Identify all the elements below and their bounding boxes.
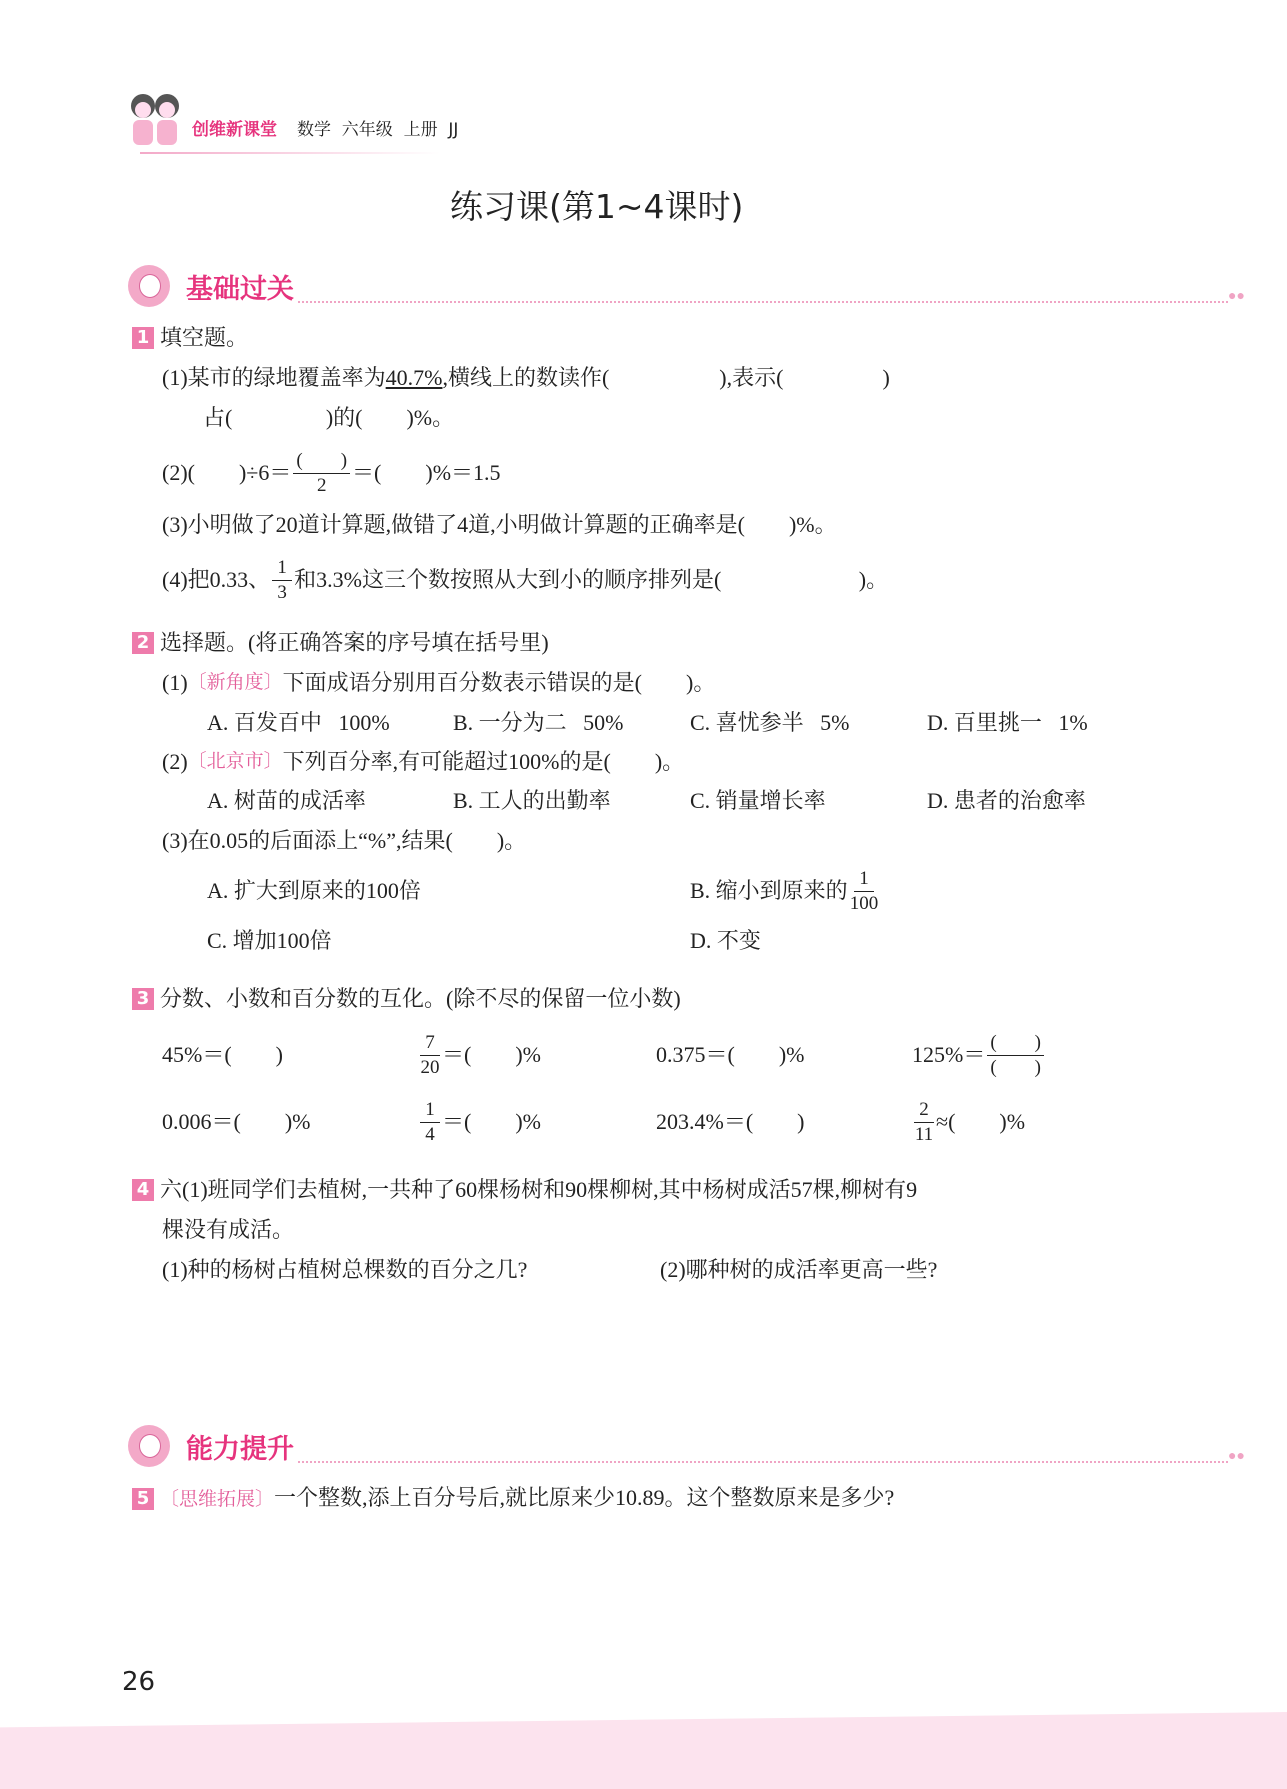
denominator: 20	[420, 1056, 440, 1078]
section-title: 基础过关	[186, 274, 294, 305]
section-mascot-icon	[128, 1425, 170, 1467]
q4-line2: 棵没有成活。	[162, 1217, 295, 1242]
text: 125%＝	[912, 1042, 986, 1067]
question-number: 4	[132, 1179, 154, 1201]
fraction	[293, 449, 350, 498]
denominator: 3	[277, 581, 287, 603]
header-rule	[140, 152, 440, 154]
text: (4)把0.33、	[162, 567, 271, 592]
numerator: 1	[272, 556, 292, 581]
page-number: 26	[122, 1667, 156, 1697]
question-text: 分数、小数和百分数的互化。(除不尽的保留一位小数)	[160, 986, 681, 1011]
text: (2)( )÷6＝	[162, 460, 292, 485]
text: ＝( )%＝1.5	[352, 460, 501, 485]
option-a: A. 树苗的成活率	[207, 788, 366, 813]
text: (2)	[162, 749, 188, 774]
tag: 〔新角度〕	[187, 672, 283, 693]
question-text: 选择题。(将正确答案的序号填在括号里)	[160, 630, 549, 655]
denominator: ( )	[990, 1056, 1041, 1078]
question-flow	[132, 323, 1172, 1285]
q1-part1	[132, 363, 1172, 393]
numerator: 1	[854, 867, 874, 892]
conversion-item	[418, 1031, 656, 1080]
q2-part2-options	[132, 786, 1172, 816]
text: (1)某市的绿地覆盖率为	[162, 365, 386, 390]
text: ≈( )%	[936, 1109, 1026, 1134]
book-meta: 数学 六年级 上册 JJ	[297, 120, 459, 140]
text: B. 缩小到原来的	[690, 878, 848, 903]
q4-line1	[132, 1175, 1172, 1205]
numerator: 2	[914, 1098, 934, 1123]
denominator: 100	[849, 892, 879, 914]
conversion-item	[912, 1098, 1035, 1147]
header-text	[192, 115, 458, 145]
option-b	[690, 867, 890, 916]
question-number: 1	[132, 327, 154, 349]
q1-part1-cont: 占( )的( )%。	[203, 405, 455, 430]
q1-part3: (3)小明做了20道计算题,做错了4道,小明做计算题的正确率是( )%。	[162, 512, 837, 537]
option-d: D. 不变	[690, 928, 761, 953]
q2-part3: (3)在0.05的后面添上“%”,结果( )。	[162, 828, 527, 853]
conversion-item: 203.4%＝( )	[656, 1109, 805, 1134]
q2-title	[132, 628, 1172, 658]
fraction	[987, 1031, 1044, 1080]
option-b: B. 工人的出勤率	[453, 788, 611, 813]
fraction	[914, 1098, 934, 1147]
question-number: 2	[132, 632, 154, 654]
q4-part1: (1)种的杨树占植树总棵数的百分之几?	[162, 1257, 528, 1282]
brand-name: 创维新课堂	[192, 120, 277, 140]
conversion-item: 0.006＝( )%	[162, 1109, 311, 1134]
q3-title	[132, 984, 1172, 1014]
numerator: 1	[420, 1098, 440, 1123]
conversion-item: 45%＝( )	[162, 1042, 283, 1067]
question-text: 一个整数,添上百分号后,就比原来少10.89。这个整数原来是多少?	[274, 1485, 895, 1510]
text: ＝( )%	[442, 1109, 541, 1134]
option-d: D. 患者的治愈率	[927, 788, 1086, 813]
text: 下列百分率,有可能超过100%的是( )。	[282, 749, 685, 774]
q4-part2: (2)哪种树的成活率更高一些?	[660, 1257, 938, 1282]
option-a: A. 扩大到原来的100倍	[207, 878, 421, 903]
q2-part3-options-row1	[132, 866, 1172, 916]
q2-part3-options-row2	[132, 926, 1172, 956]
fraction	[420, 1098, 440, 1147]
q1-part2	[132, 448, 1172, 498]
tag: 〔北京市〕	[187, 751, 283, 772]
worksheet-page: 创维新课堂 数学 六年级 上册 JJ 练习课(第1~4课时) 基础过关 ●● 1 填空题。 (1)某市的绿地覆盖率为 40.7% ,横线上的数读作( ),表示( ) 占( )的( )%。 (2)( )÷6＝ $\frac{( )}{2}$ ＝( )%＝1.5 (3)小明做了20道计算题,做错了4道,小明做计算题的正确率是( )%。 (4)把0.33、 $\frac{1}{3}$ 和3.3%这三个数按照从大到小的顺序排列是( )。 2 选择题。(将正确答案的序号填在括号里) (1) 〔新角度〕 下面成语分别用百分数表示错误的是( )。 A. 百发百中 100% B. 一分为二 50% C. 喜忧参半 5% D. 百里挑一 1% (2) 〔北京市〕 下列百分率,有可能超过100%的是( )。 A. 树苗的成活率 B. 工人的出勤率 C. 销量增长率 D. 患者的治愈率 (3)在0.05的后面添上“%”,结果( )。 A. 扩大到原来的100倍 B. 缩小到原来的 $\frac{1}{100}$ C. 增加100倍 D. 不变 3 分数、小数和百分数的互化。(除不尽的保留一位小数) 45%＝( ) $\frac{7}{20}$ ＝( )% 0.375＝( )% 125%＝ $\frac{( )}{( )}$ 0.006＝( )% $\frac{1}{4}$ ＝( )% 203.4%＝( ) $\frac{2}{11}$ ≈( )% 4 六(1)班同学们去植树,一共种了60棵杨树和90棵柳树,其中杨树成活57棵,柳树有9 棵没有成活。 (1)种的杨树占植树总棵数的百分之几? (2)哪种树的成活率更高一些? 能力提升 ●● 5 〔思维拓展〕一个整数,添上百分号后,就比原来少10.89。这个整数原来是多少? 26	[0, 0, 1287, 1789]
option-d: D. 百里挑一 1%	[927, 710, 1088, 735]
denominator: 2	[316, 474, 327, 496]
q2-part1	[132, 668, 1172, 698]
question-number: 3	[132, 988, 154, 1010]
text: 和3.3%这三个数按照从大到小的顺序排列是( )。	[294, 567, 889, 592]
option-a: A. 百发百中 100%	[207, 710, 390, 735]
option-c: C. 喜忧参半 5%	[690, 710, 850, 735]
conversion-item: 0.375＝( )%	[656, 1042, 805, 1067]
q2-part1-options	[132, 708, 1172, 738]
page-title: 练习课(第1~4课时)	[450, 187, 744, 226]
denominator: 11	[914, 1123, 934, 1145]
tag: 〔思维拓展〕	[160, 1489, 275, 1510]
q3-row2	[132, 1095, 1172, 1149]
question-text: 填空题。	[160, 325, 249, 350]
fraction	[420, 1031, 440, 1080]
denominator: 4	[425, 1123, 435, 1145]
q2-part3-options	[132, 866, 1172, 956]
numerator: ( )	[293, 449, 350, 474]
option-c: C. 增加100倍	[207, 928, 332, 953]
text: 下面成语分别用百分数表示错误的是( )。	[282, 670, 716, 695]
conversion-item	[912, 1031, 1056, 1080]
numerator: ( )	[987, 1031, 1044, 1056]
q1-part4	[132, 555, 1172, 605]
fraction	[850, 867, 879, 916]
cartoon-kids-logo	[125, 88, 185, 158]
option-b: B. 一分为二 50%	[453, 710, 624, 735]
section-mascot-icon	[128, 265, 170, 307]
text: ＝( )%	[442, 1042, 541, 1067]
footer-band	[0, 1712, 1287, 1789]
question-text: 六(1)班同学们去植树,一共种了60棵杨树和90棵柳树,其中杨树成活57棵,柳树有9	[160, 1177, 918, 1202]
fraction	[272, 556, 292, 605]
q5	[132, 1483, 894, 1515]
q2-part2	[132, 747, 1172, 777]
text: ,横线上的数读作( ),表示( )	[442, 365, 890, 390]
q1-title	[132, 323, 1172, 353]
q3-row1	[132, 1028, 1172, 1082]
q4-parts	[132, 1255, 1172, 1285]
question-number: 5	[132, 1488, 154, 1510]
underlined-number: 40.7%	[385, 365, 443, 390]
section-title: 能力提升	[186, 1434, 294, 1465]
conversion-item	[418, 1098, 656, 1147]
text: (1)	[162, 670, 188, 695]
option-c: C. 销量增长率	[690, 788, 826, 813]
numerator: 7	[420, 1031, 440, 1056]
